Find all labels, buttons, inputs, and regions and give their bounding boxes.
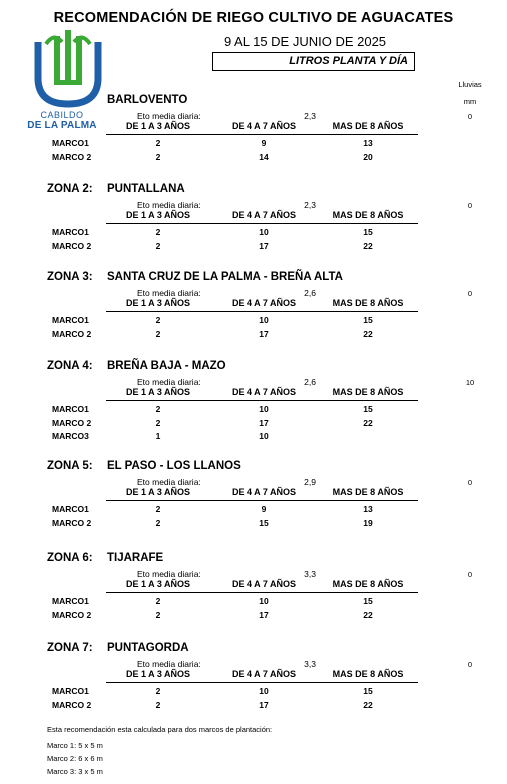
table-cell: 9 <box>261 138 267 148</box>
zone-name: TIJARAFE <box>107 552 164 564</box>
row-label: MARCO1 <box>52 315 89 325</box>
column-header: DE 1 A 3 AÑOS <box>125 210 190 220</box>
column-header: DE 1 A 3 AÑOS <box>125 579 190 589</box>
table-cell: 2 <box>155 699 161 710</box>
eto-label: Eto media diaria: <box>137 477 201 487</box>
table-cell: 2 <box>155 227 161 237</box>
header-rule <box>106 400 418 401</box>
zone-name: PUNTALLANA <box>107 183 185 195</box>
table-cell: 13 <box>363 504 373 514</box>
row-label: MARCO 2 <box>52 699 92 710</box>
column-header: MAS DE 8 AÑOS <box>332 387 404 397</box>
table-cell: 10 <box>259 686 269 696</box>
row-label: MARCO3 <box>52 431 89 441</box>
table-cell: 17 <box>259 240 269 251</box>
date-range: 9 AL 15 DE JUNIO DE 2025 <box>223 34 387 49</box>
table-cell: 17 <box>259 328 269 339</box>
header-rule <box>106 682 418 683</box>
eto-value: 2,9 <box>304 477 316 487</box>
header-rule <box>106 592 418 593</box>
row-label: MARCO1 <box>52 504 89 514</box>
eto-value: 3,3 <box>304 659 316 669</box>
row-label: MARCO 2 <box>52 517 92 528</box>
table-cell: 22 <box>363 240 373 251</box>
table-cell: 22 <box>363 609 373 620</box>
eto-value: 2,6 <box>304 288 316 298</box>
eto-label: Eto media diaria: <box>137 111 201 121</box>
row-label: MARCO 2 <box>52 609 92 620</box>
eto-value: 3,3 <box>304 569 316 579</box>
column-header: DE 4 A 7 AÑOS <box>231 579 296 589</box>
column-header: MAS DE 8 AÑOS <box>332 579 404 589</box>
zone-name: SANTA CRUZ DE LA PALMA - BREÑA ALTA <box>107 271 343 283</box>
rain-value: 0 <box>467 112 473 121</box>
zone-label: ZONA 3: <box>47 271 93 283</box>
table-cell: 13 <box>363 138 373 148</box>
table-cell: 22 <box>363 699 373 710</box>
row-label: MARCO1 <box>52 404 89 414</box>
eto-label: Eto media diaria: <box>137 377 201 387</box>
column-header: DE 1 A 3 AÑOS <box>125 487 190 497</box>
table-cell: 2 <box>155 517 161 528</box>
rain-value: 0 <box>467 570 473 579</box>
rain-value: 0 <box>467 660 473 669</box>
table-cell: 2 <box>155 686 161 696</box>
column-header: DE 4 A 7 AÑOS <box>231 387 296 397</box>
table-cell: 15 <box>363 315 373 325</box>
table-cell: 17 <box>259 417 269 428</box>
logo-text-de-la-palma: DE LA PALMA <box>27 120 97 131</box>
column-header: MAS DE 8 AÑOS <box>332 121 404 131</box>
table-cell: 2 <box>155 151 161 162</box>
table-cell: 2 <box>155 417 161 428</box>
table-cell: 10 <box>259 315 269 325</box>
zone-name: EL PASO - LOS LLANOS <box>107 460 241 472</box>
table-cell: 2 <box>155 596 161 606</box>
row-label: MARCO1 <box>52 138 89 148</box>
rain-value: 0 <box>467 289 473 298</box>
rain-value: 0 <box>467 478 473 487</box>
zone-label: ZONA 5: <box>47 460 93 472</box>
footnote-marco1: Marco 1: 5 x 5 m <box>47 741 103 750</box>
table-cell: 2 <box>155 609 161 620</box>
column-header: DE 4 A 7 AÑOS <box>231 669 296 679</box>
units-subtitle: LITROS PLANTA Y DÍA <box>212 52 415 71</box>
column-header: DE 1 A 3 AÑOS <box>125 669 190 679</box>
column-header: MAS DE 8 AÑOS <box>332 210 404 220</box>
column-header: MAS DE 8 AÑOS <box>332 669 404 679</box>
table-cell: 2 <box>155 504 161 514</box>
zone-label: ZONA 4: <box>47 360 93 372</box>
table-cell: 20 <box>363 151 373 162</box>
row-label: MARCO 2 <box>52 417 92 428</box>
eto-label: Eto media diaria: <box>137 659 201 669</box>
rain-value: 10 <box>465 378 475 387</box>
table-cell: 17 <box>259 609 269 620</box>
table-cell: 2 <box>155 328 161 339</box>
table-cell: 22 <box>363 328 373 339</box>
table-cell: 19 <box>363 517 373 528</box>
column-header: DE 4 A 7 AÑOS <box>231 298 296 308</box>
zone-name: BREÑA BAJA - MAZO <box>107 360 226 372</box>
column-header: DE 1 A 3 AÑOS <box>125 121 190 131</box>
table-cell: 15 <box>363 404 373 414</box>
row-label: MARCO1 <box>52 227 89 237</box>
table-cell: 10 <box>259 404 269 414</box>
table-cell: 14 <box>259 151 269 162</box>
eto-label: Eto media diaria: <box>137 200 201 210</box>
table-cell: 2 <box>155 315 161 325</box>
eto-value: 2,3 <box>304 111 316 121</box>
column-header: MAS DE 8 AÑOS <box>332 487 404 497</box>
zone-label: ZONA 6: <box>47 552 93 564</box>
zone-label: ZONA 2: <box>47 183 93 195</box>
rain-value: 0 <box>467 201 473 210</box>
table-cell: 10 <box>259 431 269 441</box>
table-cell: 9 <box>261 504 267 514</box>
row-label: MARCO 2 <box>52 328 92 339</box>
table-cell: 2 <box>155 138 161 148</box>
table-cell: 17 <box>259 699 269 710</box>
table-cell: 2 <box>155 240 161 251</box>
header-rule <box>106 134 418 135</box>
table-cell: 15 <box>363 686 373 696</box>
eto-label: Eto media diaria: <box>137 569 201 579</box>
table-cell: 15 <box>363 596 373 606</box>
logo-text-cabildo: CABILDO <box>40 110 84 120</box>
table-cell: 10 <box>259 227 269 237</box>
zone-name: BARLOVENTO <box>107 94 188 106</box>
column-header: DE 1 A 3 AÑOS <box>125 298 190 308</box>
column-header: MAS DE 8 AÑOS <box>332 298 404 308</box>
row-label: MARCO 2 <box>52 151 92 162</box>
table-cell: 15 <box>259 517 269 528</box>
footnote-intro: Esta recomendación esta calculada para dos marcos de plantación: <box>47 725 273 734</box>
footnote-marco3: Marco 3: 3 x 5 m <box>47 767 103 776</box>
table-cell: 2 <box>155 404 161 414</box>
eto-label: Eto media diaria: <box>137 288 201 298</box>
zone-name: PUNTAGORDA <box>107 642 189 654</box>
rain-units: mm <box>463 97 477 106</box>
eto-value: 2,3 <box>304 200 316 210</box>
table-cell: 22 <box>363 417 373 428</box>
column-header: DE 1 A 3 AÑOS <box>125 387 190 397</box>
table-cell: 10 <box>259 596 269 606</box>
document-title: RECOMENDACIÓN DE RIEGO CULTIVO DE AGUACATES <box>53 10 454 26</box>
zone-label: ZONA 7: <box>47 642 93 654</box>
eto-value: 2,6 <box>304 377 316 387</box>
footnote-marco2: Marco 2: 6 x 6 m <box>47 754 103 763</box>
table-cell: 1 <box>155 431 161 441</box>
row-label: MARCO1 <box>52 686 89 696</box>
column-header: DE 4 A 7 AÑOS <box>231 487 296 497</box>
column-header: DE 4 A 7 AÑOS <box>231 210 296 220</box>
header-rule <box>106 311 418 312</box>
header-rule <box>106 223 418 224</box>
row-label: MARCO1 <box>52 596 89 606</box>
table-cell: 15 <box>363 227 373 237</box>
column-header: DE 4 A 7 AÑOS <box>231 121 296 131</box>
row-label: MARCO 2 <box>52 240 92 251</box>
rain-header: Lluvias <box>458 80 482 89</box>
header-rule <box>106 500 418 501</box>
